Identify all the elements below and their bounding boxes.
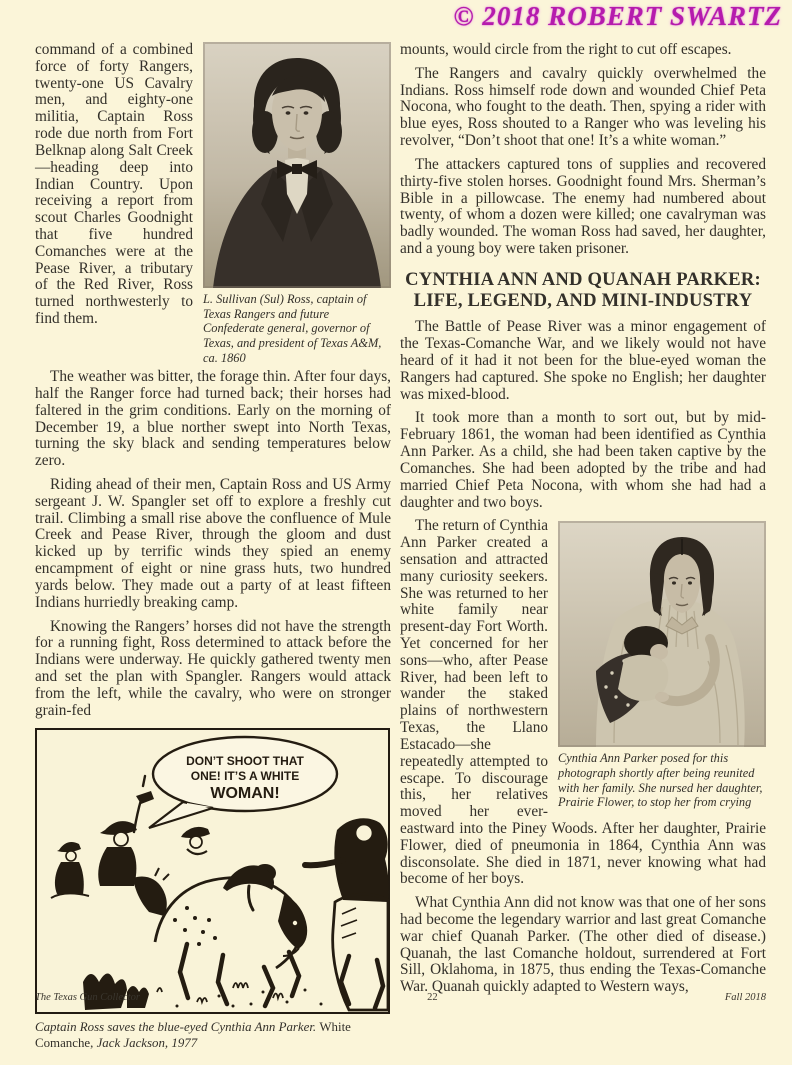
comic-illustration	[37, 730, 388, 1012]
journal-name: The Texas Gun Collector	[35, 992, 140, 1003]
paragraph: The Rangers and cavalry quickly overwhelmed the Indians. Ross himself rode down and wounded Chief Peta Nocona, who fought to the death. Then, spying a rider with blue eyes, Ross shouted to a Ranger who was leveling his revolver, “Don’t shoot that one! It’s a white woman.”	[400, 64, 766, 150]
speech-bubble-line3: WOMAN!	[210, 785, 280, 803]
paragraph: What Cynthia Ann did not know was that one of her sons had become the legendary warrior and last great Comanche war chief Quanah Parker. (The other died of disease.) Quanah, the last Comanche holdout, surrendered at Fort Sill, Oklahoma, in 1875, thus ending the Texas-Comanche War. Quanah quickly adapted to Western ways,	[400, 894, 766, 996]
copyright-banner: © 2018 ROBERT SWARTZ	[453, 1, 782, 31]
paragraph: It took more than a month to sort out, but by mid-February 1861, the woman had been identified as Cynthia Ann Parker. As a child, she had been taken captive by the Comanches. She had been adopted by the tribe and had married Chief Peta Nocona, with whom she had had a daughter and two boys.	[400, 409, 766, 511]
parker-photo-figure	[558, 521, 766, 810]
comic-caption-credit: Jack Jackson, 1977	[93, 1036, 198, 1051]
speech-bubble-line1: DON’T SHOOT THAT	[186, 754, 304, 769]
parker-photo-caption: Cynthia Ann Parker posed for this photograph shortly after being reunited with her family. She nursed her daughter, Prairie Flower, to stop her from crying	[558, 751, 763, 810]
paragraph: mounts, would circle from the right to cut off escapes.	[400, 41, 732, 58]
comic-caption-work-title: White Comanche,	[35, 1020, 351, 1051]
comic-caption-text: Captain Ross saves the blue-eyed Cynthia Ann Parker.	[35, 1020, 320, 1035]
paragraph: The attackers captured tons of supplies and recovered thirty-five stolen horses. Goodnight found Mrs. Sherman’s Bible in a pillowcase. The enemy had numbered about twenty, of whom a dozen were killed; one cavalryman was badly wounded. The woman Ross had saved, her daughter, and a young boy were taken prisoner.	[400, 155, 766, 257]
parker-photo	[558, 521, 766, 747]
ross-portrait-figure	[203, 42, 391, 365]
right-column	[400, 42, 766, 1003]
paragraph: command of a combined force of forty Rangers, twenty-one US Cavalry men, and eighty-one militia, Captain Ross rode due north from Fort Belknap along Salt Creek—heading deep into Indian Country. Upon receiving a report from scout Charles Goodnight that five hundred Comanches were at the Pease River, a tributary of the Red River, Ross turned northwesterly to find them.	[35, 41, 193, 327]
ross-portrait-photo	[203, 42, 391, 288]
section-heading-line1: CYNTHIA ANN AND QUANAH PARKER:	[405, 268, 761, 290]
paragraph: The weather was bitter, the forage thin. After four days, half the Ranger force had turned back; their horses had faltered in the grim conditions. Early on the morning of December 19, a blue norther swept into North Texas, turning the sky black and sending temperatures below zero.	[35, 368, 391, 470]
paragraph: Knowing the Rangers’ horses did not have the strength for a running fight, Ross determined to attack before the Indians were underway. He quickly gathered twenty men and set the plan with Spangler. Rangers would attack from the left, while the cavalry, who were on stronger grain-fed	[35, 617, 391, 719]
paragraph: The return of Cynthia Ann Parker created a sensation and attracted many curiosity seekers. She was returned to her white family near present-day Fort Worth. Yet concerned for her sons—who, after Pease River, had been left to wander the staked plains of northwestern Texas, the Llano Estacado—she repeatedly attempted to escape. To discourage this, her relatives moved her ever-eastward into the Piney Woods. After her daughter, Prairie Flower, died of pneumonia in 1864, Cynthia Ann was disconsolate. She died in 1871, never knowing what had become of her boys.	[400, 517, 766, 888]
paragraph: The Battle of Pease River was a minor engagement of the Texas-Comanche War, and we likely would not have heard of it had it not been for the blue-eyed woman the Rangers had captured. She spoke no English; her daughter was mixed-blood.	[400, 318, 766, 403]
speech-bubble-line2: ONE! IT’S A WHITE	[190, 769, 300, 784]
paragraph: Riding ahead of their men, Captain Ross and US Army sergeant J. W. Spangler set off to explore a freshly cut trail. Climbing a small rise above the confluence of Mule Creek and Pease River, through the gloom and dust kicked up by terrific winds they spied an enemy encampment of eight or nine grass huts, two hundred yards below. They made out a party of at least fifteen Indians hurriedly breaking camp.	[35, 476, 391, 611]
issue-date: Fall 2018	[724, 992, 766, 1003]
ross-portrait-caption: L. Sullivan (Sul) Ross, captain of Texas Rangers and future Confederate general, governor of Texas, and president of Texas A&M, ca. 1860	[203, 292, 382, 365]
section-heading	[400, 270, 766, 312]
page-number: 22	[427, 992, 438, 1003]
section-heading-line2: LIFE, LEGEND, AND MINI-INDUSTRY	[413, 289, 753, 311]
comic-panel	[35, 728, 390, 1014]
comic-caption	[35, 1020, 391, 1051]
page-footer	[35, 992, 766, 1003]
left-column	[35, 42, 391, 1065]
